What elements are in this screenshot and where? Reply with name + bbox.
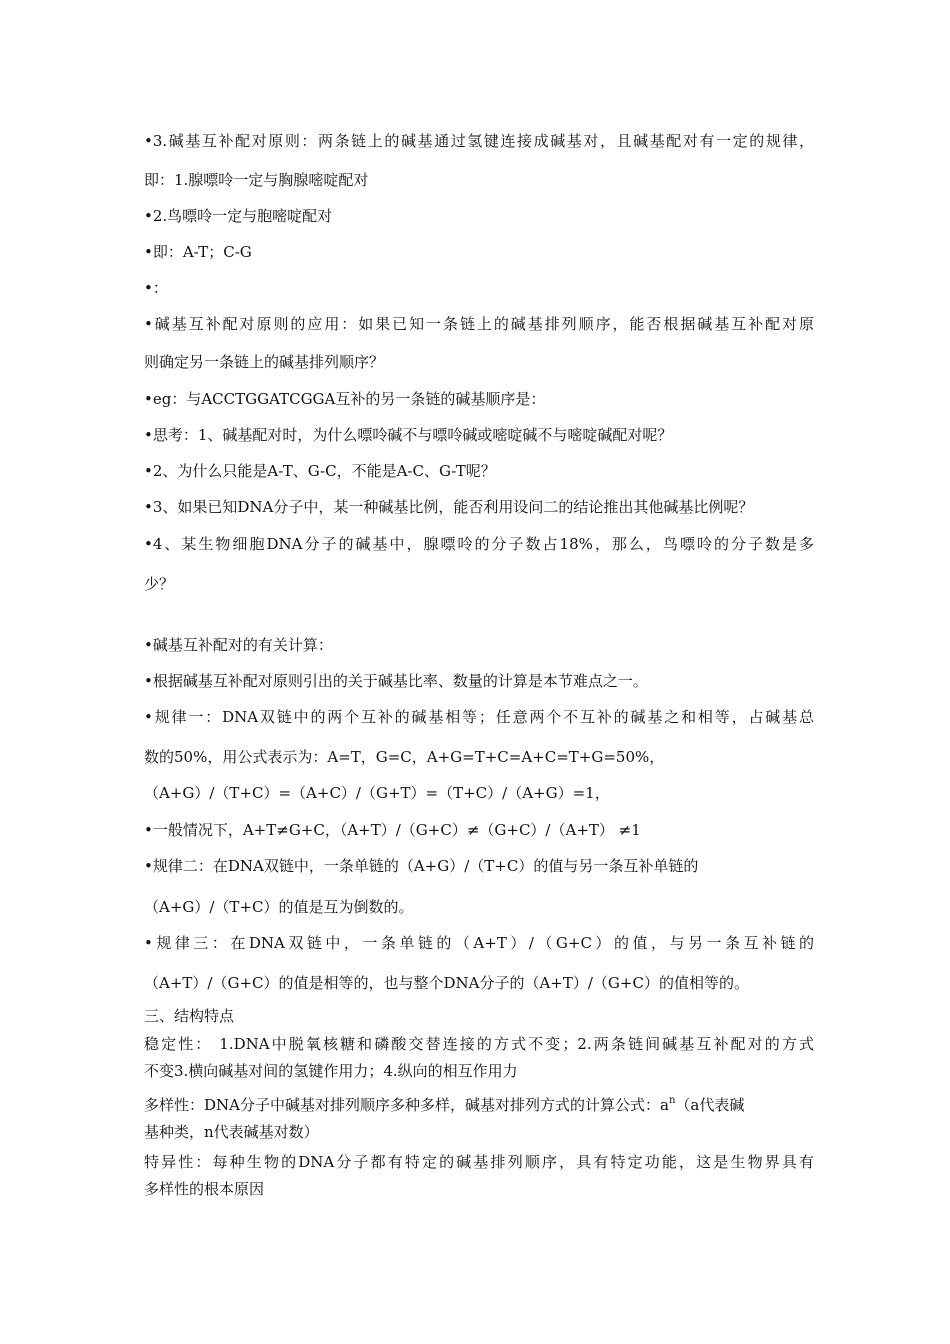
paragraph-application: •碱基互补配对原则的应用：如果已知一条链上的碱基排列顺序，能否根据碱基互补配对原 <box>144 315 814 333</box>
paragraph-line: 不变3.横向碱基对间的氢键作用力；4.纵向的相互作用力 <box>144 1062 518 1080</box>
question-1: •思考：1、碱基配对时，为什么嘌呤碱不与嘌呤碱或嘧啶碱不与嘧啶碱配对呢？ <box>144 426 673 444</box>
paragraph-line: •： <box>144 279 168 297</box>
diversity-text-tail: （a代表碱 <box>675 1096 745 1114</box>
specificity-paragraph: 特异性：每种生物的DNA分子都有特定的碱基排列顺序，具有特定功能，这是生物界具有 <box>144 1153 814 1171</box>
rule-one: •规律一：DNA双链中的两个互补的碱基相等；任意两个不互补的碱基之和相等，占碱基总 <box>144 708 814 726</box>
question-3: •3、如果已知DNA分子中，某一种碱基比例，能否利用设问二的结论推出其他碱基比例呢？ <box>144 498 754 516</box>
paragraph-line: •即：A-T；C-G <box>144 243 252 261</box>
paragraph-line: 基种类，n代表碱基对数） <box>144 1123 319 1141</box>
paragraph-line: 数的50%，用公式表示为：A=T，G=C，A+G=T+C=A+C=T+G=50%， <box>144 748 665 766</box>
paragraph-line: •一般情况下，A+T≠G+C，（A+T）/（G+C）≠（G+C）/（A+T） ≠1 <box>144 821 641 839</box>
paragraph-line: 则确定另一条链上的碱基排列顺序？ <box>144 353 385 371</box>
paragraph-line: （A+G）/（T+C）的值是互为倒数的。 <box>144 898 414 916</box>
paragraph-line: 即：1.腺嘌呤一定与胸腺嘧啶配对 <box>144 171 369 189</box>
formula-line: （A+G）/（T+C）=（A+C）/（G+T）=（T+C）/（A+G）=1， <box>144 784 610 802</box>
paragraph-example: •eg：与ACCTGGATCGGA互补的另一条链的碱基顺序是： <box>144 390 546 408</box>
superscript-n: n <box>668 1095 676 1106</box>
rule-two: •规律二：在DNA双链中，一条单链的（A+G）/（T+C）的值与另一条互补单链的 <box>144 857 699 875</box>
stability-paragraph: 稳定性： 1.DNA中脱氧核糖和磷酸交替连接的方式不变；2.两条链间碱基互补配对的方式 <box>144 1035 814 1053</box>
section-calculation-heading: •碱基互补配对的有关计算： <box>144 636 333 654</box>
diversity-paragraph <box>144 1095 814 1115</box>
paragraph-line: （A+T）/（G+C）的值是相等的，也与整个DNA分子的（A+T）/（G+C）的值相等的。 <box>144 974 749 992</box>
paragraph-base-pairing-rule: •3.碱基互补配对原则：两条链上的碱基通过氢键连接成碱基对，且碱基配对有一定的规律， <box>144 132 814 150</box>
rule-three: •规律三：在DNA双链中，一条单链的（A+T）/（G+C）的值，与另一条互补链的 <box>144 934 814 952</box>
paragraph-line: •2.鸟嘌呤一定与胞嘧啶配对 <box>144 207 333 225</box>
question-2: •2、为什么只能是A-T、G-C，不能是A-C、G-T呢？ <box>144 462 496 480</box>
paragraph-line: •根据碱基互补配对原则引出的关于碱基比率、数量的计算是本节难点之一。 <box>144 672 648 690</box>
question-4: •4、某生物细胞DNA分子的碱基中，腺嘌呤的分子数占18%，那么，鸟嘌呤的分子数是多 <box>144 535 814 553</box>
diversity-text: 多样性：DNA分子中碱基对排列顺序多种多样，碱基对排列方式的计算公式：a <box>144 1096 669 1114</box>
paragraph-line: 多样性的根本原因 <box>144 1180 265 1198</box>
section-structure-heading: 三、结构特点 <box>144 1007 235 1025</box>
paragraph-line: 少？ <box>144 575 175 593</box>
